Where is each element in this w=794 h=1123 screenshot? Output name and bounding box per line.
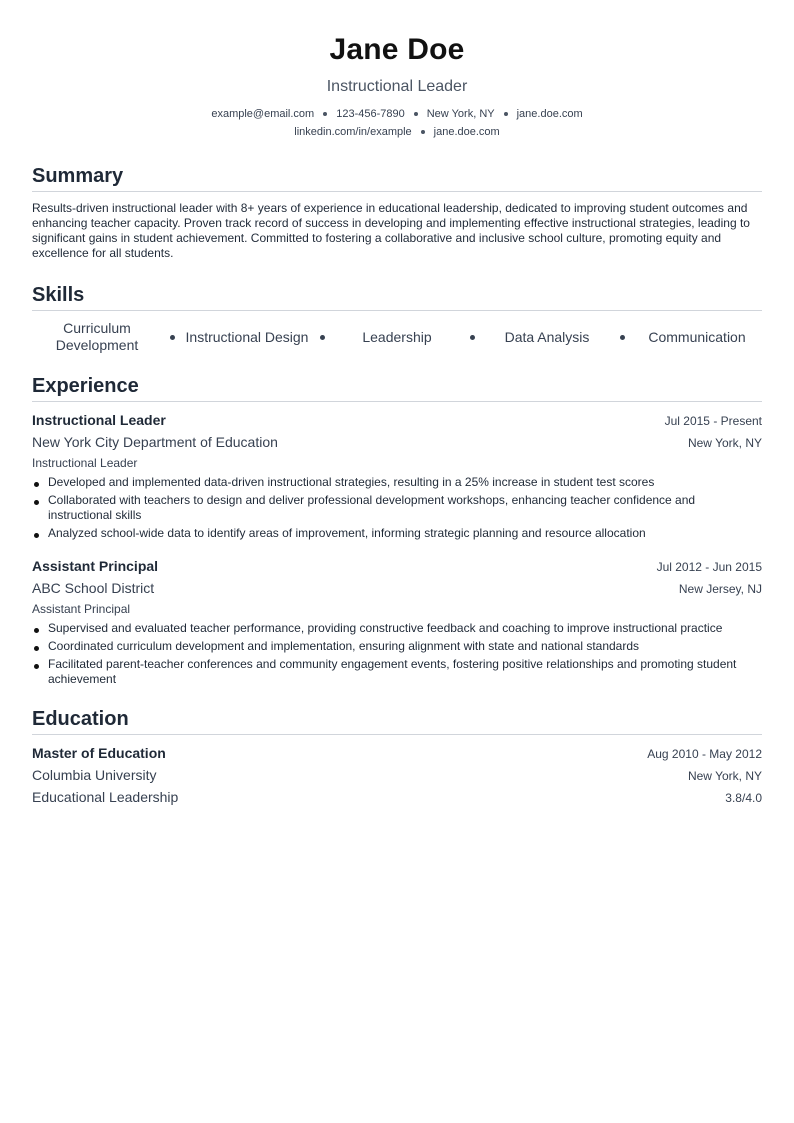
separator-dot-icon	[414, 112, 418, 116]
website-link[interactable]: jane.doe.com	[516, 108, 583, 120]
job-subtitle: Assistant Principal	[32, 602, 131, 616]
skill-item: Curriculum Development	[55, 320, 139, 353]
list-item: Coordinated curriculum development and implementation, ensuring alignment with state and national standards	[32, 639, 762, 654]
school-name: Columbia University	[32, 767, 157, 783]
summary-heading: Summary	[32, 164, 762, 192]
contact-line-1	[32, 105, 762, 123]
job-title: Assistant Principal	[32, 558, 159, 574]
phone-text: 123-456-7890	[336, 108, 405, 120]
resume-header	[32, 0, 762, 141]
separator-dot-icon	[470, 335, 475, 340]
skills-list	[32, 320, 762, 354]
job-entry	[32, 556, 762, 687]
gpa-value: 3.8/4.0	[725, 791, 762, 805]
education-entry	[32, 743, 762, 809]
job-title: Instructional Leader	[32, 412, 166, 428]
skill-item: Communication	[648, 328, 746, 345]
skills-heading: Skills	[32, 283, 762, 311]
website-link-secondary[interactable]: jane.doe.com	[433, 126, 500, 138]
education-dates: Aug 2010 - May 2012	[647, 747, 762, 761]
job-dates: Jul 2012 - Jun 2015	[656, 560, 762, 574]
separator-dot-icon	[620, 335, 625, 340]
job-subtitle: Instructional Leader	[32, 456, 138, 470]
candidate-name: Jane Doe	[329, 33, 465, 66]
separator-dot-icon	[421, 130, 425, 134]
skill-item: Data Analysis	[504, 328, 590, 345]
list-item: Developed and implemented data-driven instructional strategies, resulting in a 25% increase in student test scores	[32, 475, 762, 490]
separator-dot-icon	[323, 112, 327, 116]
job-dates: Jul 2015 - Present	[664, 414, 762, 428]
field-of-study: Educational Leadership	[32, 789, 179, 805]
skill-item: Instructional Design	[185, 328, 309, 345]
job-bullets	[32, 621, 762, 687]
candidate-title: Instructional Leader	[326, 78, 468, 95]
education-section	[32, 707, 762, 809]
list-item: Collaborated with teachers to design and deliver professional development workshops, enhancing teacher confidence and instructional skills	[32, 493, 762, 523]
education-heading: Education	[32, 707, 762, 735]
degree-title: Master of Education	[32, 745, 166, 761]
skills-section	[32, 283, 762, 354]
email-link[interactable]: example@email.com	[211, 108, 315, 120]
summary-text: Results-driven instructional leader with 8+ years of experience in educational leadership, dedicated to improving student outcomes and enhancing teacher capacity. Proven track record of success in developing and implementing effective instructional strategies, leading to significant gains in student achievement. Committed to fostering a collaborative and inclusive school culture, promoting equity and excellence for all students.	[32, 201, 750, 260]
experience-section	[32, 374, 762, 687]
job-company: ABC School District	[32, 580, 155, 596]
linkedin-link[interactable]: linkedin.com/in/example	[294, 126, 412, 138]
separator-dot-icon	[170, 335, 175, 340]
list-item: Analyzed school-wide data to identify areas of improvement, informing strategic planning and resource allocation	[32, 526, 762, 541]
job-company: New York City Department of Education	[32, 434, 278, 450]
job-bullets	[32, 475, 762, 541]
location-text: New York, NY	[426, 108, 495, 120]
job-location: New York, NY	[687, 436, 762, 450]
skill-item: Leadership	[362, 328, 432, 345]
separator-dot-icon	[320, 335, 325, 340]
experience-heading: Experience	[32, 374, 762, 402]
school-location: New York, NY	[687, 769, 762, 783]
list-item: Facilitated parent-teacher conferences and community engagement events, fostering positive relationships and promoting student achievement	[32, 657, 762, 687]
separator-dot-icon	[504, 112, 508, 116]
contact-line-2	[32, 123, 762, 141]
summary-section	[32, 164, 762, 261]
job-location: New Jersey, NJ	[678, 582, 762, 596]
list-item: Supervised and evaluated teacher performance, providing constructive feedback and coaching to improve instructional practice	[32, 621, 762, 636]
job-entry	[32, 410, 762, 541]
